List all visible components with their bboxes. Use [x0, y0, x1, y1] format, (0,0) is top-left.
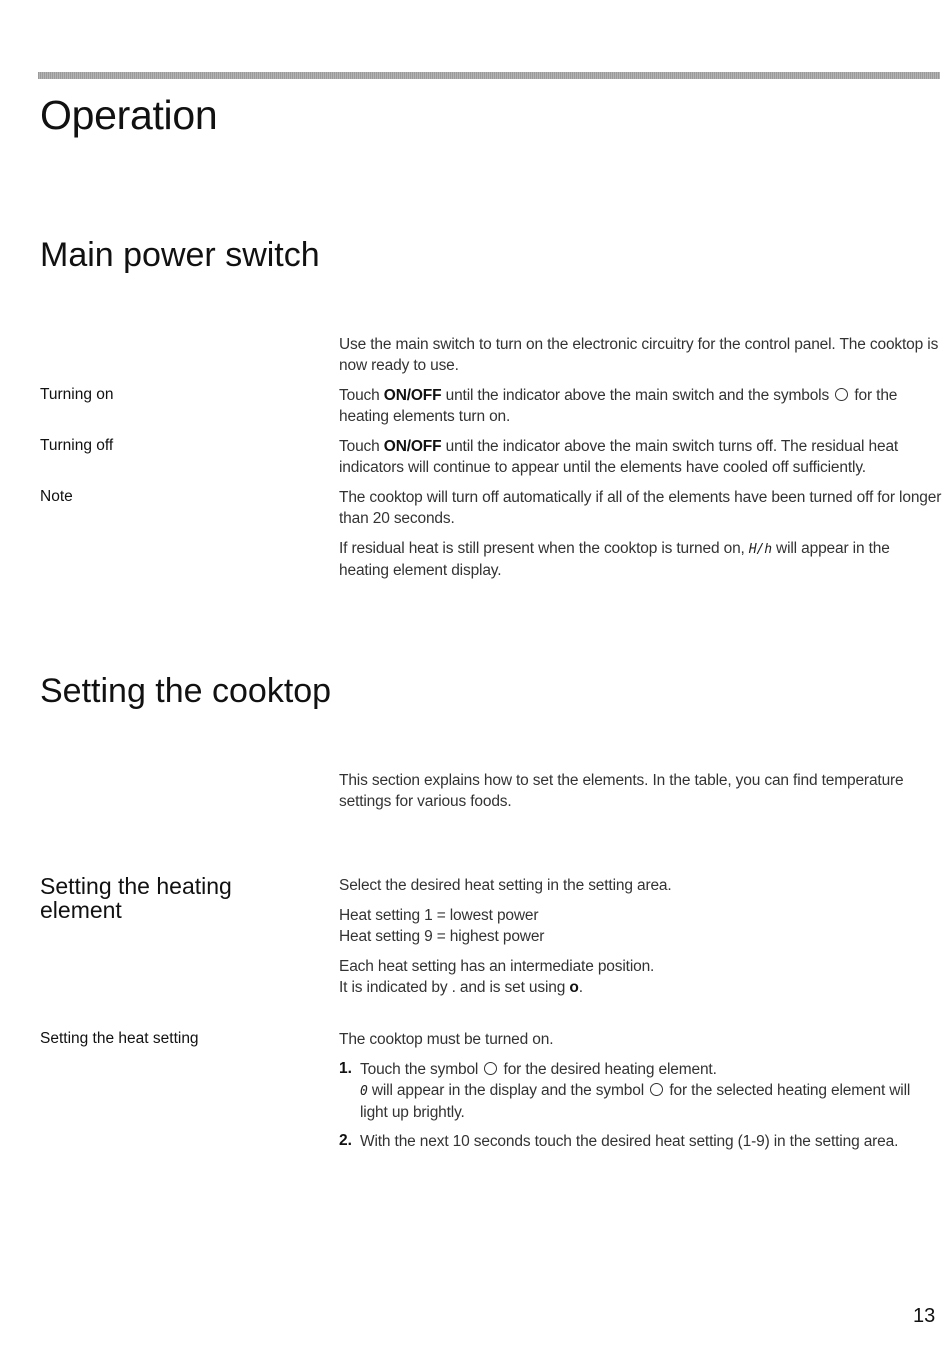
step-2-number: 2.	[339, 1132, 352, 1149]
page-title: Operation	[40, 92, 218, 138]
must-on-text: The cooktop must be turned on.	[339, 1031, 554, 1048]
step-1-number: 1.	[339, 1060, 352, 1077]
display-zero-symbol: 0	[360, 1084, 368, 1099]
element-circle-icon	[650, 1083, 663, 1096]
label-heat-setting: Setting the heat setting	[40, 1030, 199, 1047]
subsection-heading-heating-element: Setting the heating element	[40, 873, 232, 923]
main-power-intro: Use the main switch to turn on the electronic circuitry for the control panel. The cooktop is now ready to use.	[339, 336, 939, 374]
intermediate-text: Each heat setting has an intermediate position.	[339, 958, 655, 975]
section-heading-main-power: Main power switch	[40, 236, 320, 274]
residual-heat-text: If residual heat is still present when the cooktop is turned on, H/h will appear in the heating element display.	[339, 540, 890, 579]
top-rule	[38, 72, 940, 79]
element-circle-icon	[484, 1062, 497, 1075]
on-off-key: ON/OFF	[383, 387, 442, 404]
on-off-key: ON/OFF	[383, 438, 442, 455]
section-heading-setting: Setting the cooktop	[40, 672, 332, 710]
turning-off-text: Touch ON/OFF until the indicator above the main switch turns off. The residual heat indicators will continue to appear until the elements have cooled off sufficiently.	[339, 438, 899, 476]
step-2-text: With the next 10 seconds touch the desired heat setting (1-9) in the setting area.	[360, 1133, 899, 1150]
label-note: Note	[40, 488, 73, 505]
label-turning-on: Turning on	[40, 386, 114, 403]
setting-intro: This section explains how to set the elements. In the table, you can find temperature settings for various foods.	[339, 772, 904, 810]
heat-low-text: Heat setting 1 = lowest power	[339, 907, 539, 924]
page-number: 13	[913, 1305, 936, 1327]
step-1-text: Touch the symbol for the desired heating element. 0 will appear in the display and the symbol for the selected heating element will light up brightly.	[360, 1061, 911, 1121]
element-circle-icon	[835, 388, 848, 401]
heat-high-text: Heat setting 9 = highest power	[339, 928, 545, 945]
label-turning-off: Turning off	[40, 437, 114, 454]
note-text: The cooktop will turn off automatically if all of the elements have been turned off for longer than 20 seconds.	[339, 489, 942, 527]
residual-heat-symbol: H/h	[748, 542, 772, 557]
intermediate-symbol: o	[569, 979, 579, 996]
indicated-text: It is indicated by . and is set using o.	[339, 979, 583, 996]
select-heat-text: Select the desired heat setting in the setting area.	[339, 877, 672, 894]
turning-on-text: Touch ON/OFF until the indicator above the main switch and the symbols for the heating elements turn on.	[339, 387, 898, 425]
